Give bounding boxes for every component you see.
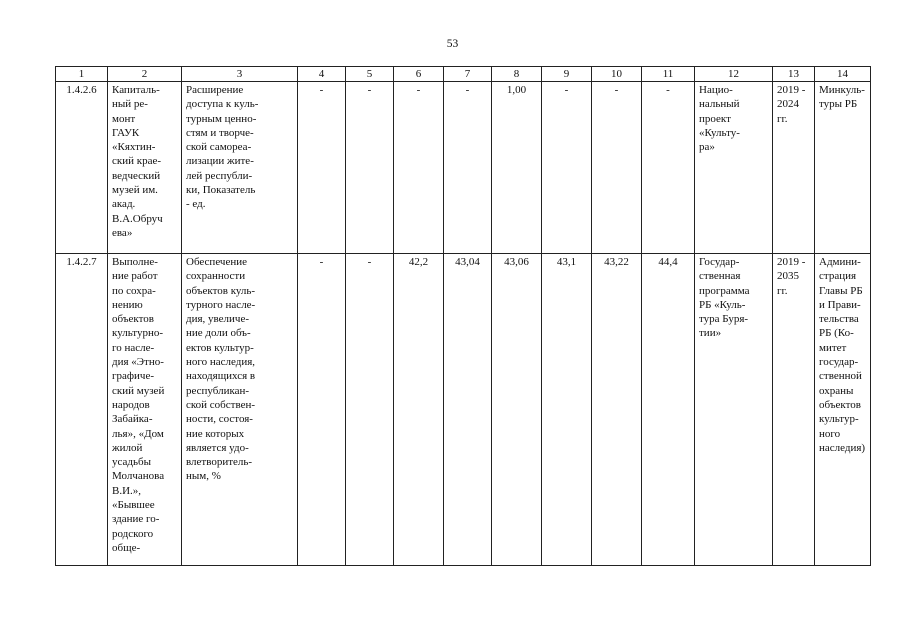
column-header: 8 <box>492 67 542 82</box>
column-header: 12 <box>695 67 773 82</box>
value-cell: - <box>298 82 346 254</box>
program-cell: Нацио- нальный проект «Культу- ра» <box>695 82 773 254</box>
value-cell: 42,2 <box>394 254 444 566</box>
program-cell: Государ- ственная программа РБ «Куль- тура Буря- тии» <box>695 254 773 566</box>
row-id: 1.4.2.6 <box>56 82 108 254</box>
indicator: Расширение доступа к куль- турным ценно- стям и творче- ской самореа- лизации жите- лей республи- ки, Показатель - ед. <box>182 82 298 254</box>
value-cell: 43,04 <box>444 254 492 566</box>
value-cell: - <box>444 82 492 254</box>
column-header: 11 <box>642 67 695 82</box>
value-cell: - <box>346 82 394 254</box>
responsible-cell: Админи- страция Главы РБ и Прави- тельства РБ (Ко- митет государ- ственной охраны объектов культур- ного наследия) <box>815 254 871 566</box>
column-header: 14 <box>815 67 871 82</box>
indicator: Обеспечение сохранности объектов куль- турного насле- дия, увеличе- ние доли объ- ектов культур- ного наследия, находящихся в республикан- ской собствен- ности, состоя- ние которых является удо- влетворитель- ным, % <box>182 254 298 566</box>
page-number: 53 <box>446 38 459 50</box>
table-row <box>56 82 871 254</box>
value-cell: 44,4 <box>642 254 695 566</box>
column-header: 10 <box>592 67 642 82</box>
column-header: 6 <box>394 67 444 82</box>
column-header: 3 <box>182 67 298 82</box>
value-cell: 1,00 <box>492 82 542 254</box>
value-cell: 43,06 <box>492 254 542 566</box>
event-name: Выполне- ние работ по сохра- нению объектов культурно- го насле- дия «Этно- графиче- ский музей народов Забайка- лья», «Дом жилой усадьбы Молчанова В.И.», «Бывшее здание го- родского обще- <box>108 254 182 566</box>
column-header: 5 <box>346 67 394 82</box>
header-row <box>56 67 871 82</box>
table-row <box>56 254 871 566</box>
column-header: 13 <box>773 67 815 82</box>
value-cell: - <box>592 82 642 254</box>
column-header: 9 <box>542 67 592 82</box>
event-name: Капиталь- ный ре- монт ГАУК «Кяхтин- ский крае- ведческий музей им. акад. В.А.Обруч ева» <box>108 82 182 254</box>
column-header: 4 <box>298 67 346 82</box>
column-header: 2 <box>108 67 182 82</box>
data-table <box>55 66 871 566</box>
column-header: 1 <box>56 67 108 82</box>
column-header: 7 <box>444 67 492 82</box>
value-cell: - <box>346 254 394 566</box>
value-cell: 43,1 <box>542 254 592 566</box>
period-cell: 2019 - 2024 гг. <box>773 82 815 254</box>
row-id: 1.4.2.7 <box>56 254 108 566</box>
value-cell: - <box>394 82 444 254</box>
responsible-cell: Минкуль- туры РБ <box>815 82 871 254</box>
value-cell: - <box>642 82 695 254</box>
value-cell: - <box>542 82 592 254</box>
period-cell: 2019 - 2035 гг. <box>773 254 815 566</box>
value-cell: - <box>298 254 346 566</box>
value-cell: 43,22 <box>592 254 642 566</box>
